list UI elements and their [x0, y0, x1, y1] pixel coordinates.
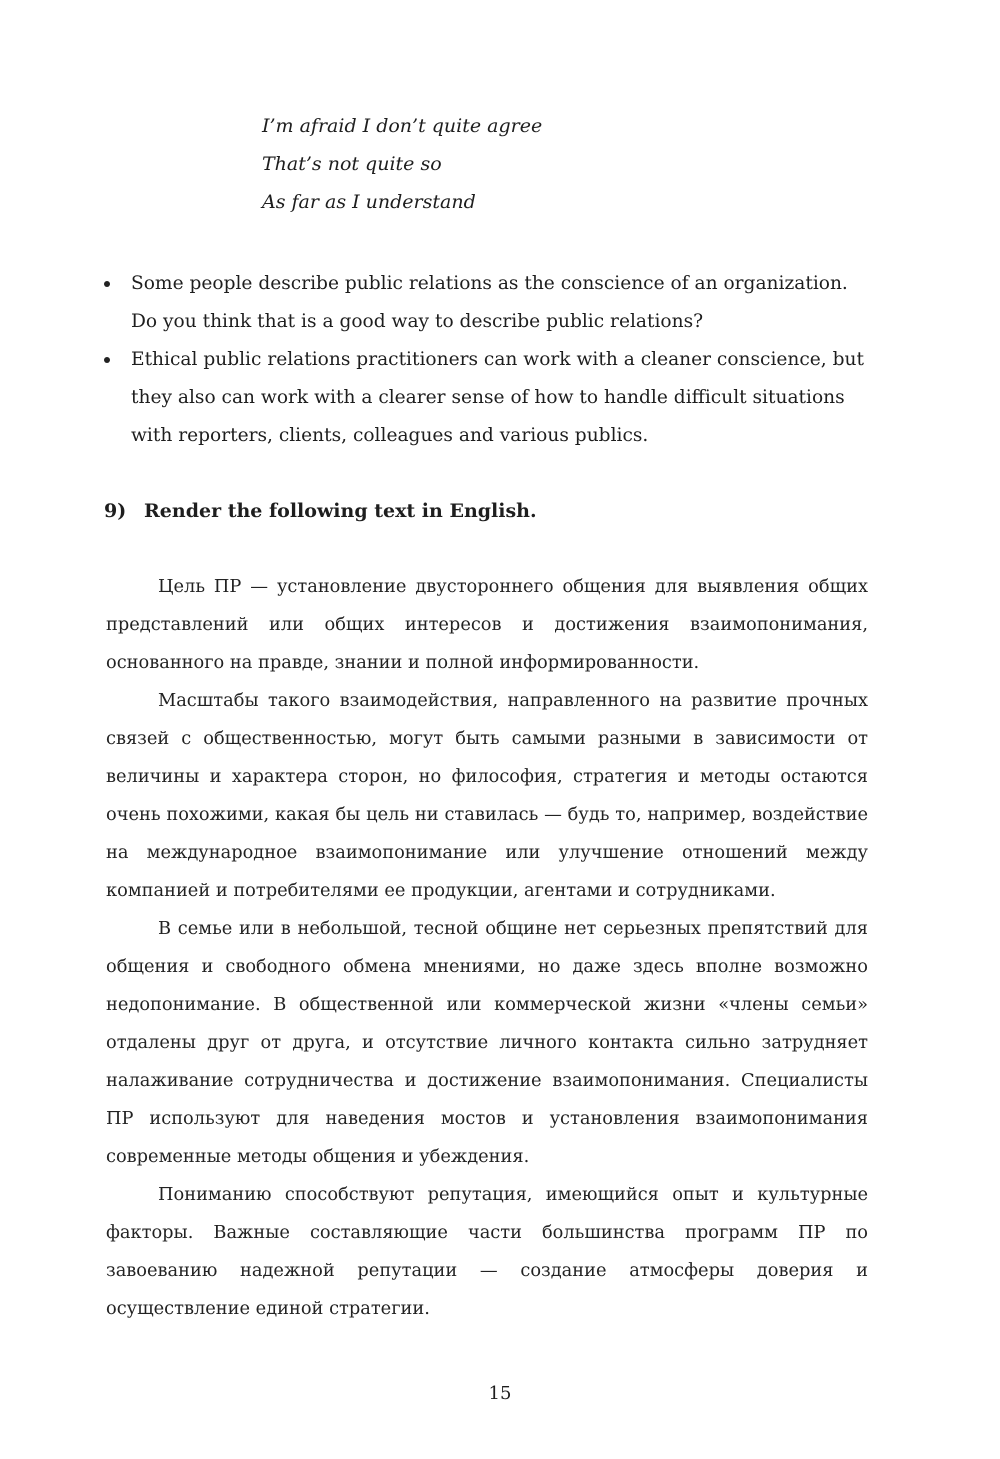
bullet-dot-icon	[104, 357, 110, 363]
bullet-text: Ethical public relations practitioners can work with a cleaner conscience, but they also can work with a clearer sense of how to handle difficult situations with reporters, clients, colleagues and various publics.	[131, 349, 864, 446]
bullet-text: Some people describe public relations as the conscience of an organization. Do you think that is a good way to describe public relations?	[131, 273, 848, 332]
list-item	[104, 265, 864, 341]
paragraph: В семье или в небольшой, тесной общине нет серьезных препятствий для общения и свободного обмена мнениями, но даже здесь вполне возможно недопонимание. В общественной или коммерческой жизни «члены семьи» отдалены друг от друга, и отсутствие личного контакта сильно затрудняет налаживание сотрудничества и достижение взаимопонимания. Специалисты ПР используют для наведения мостов и установления взаимопонимания современные методы общения и убеждения.	[106, 918, 868, 1167]
bullet-dot-icon	[104, 281, 110, 287]
task-number: 9)	[104, 500, 127, 522]
russian-text-block	[106, 568, 868, 1328]
paragraph: Пониманию способствуют репутация, имеющийся опыт и культурные факторы. Важные составляющие части большинства программ ПР по завоеванию надежной репутации — создание атмосферы доверия и осуществление единой стратегии.	[106, 1184, 868, 1319]
phrase-1: I’m afraid I don’t quite agree	[262, 115, 543, 137]
phrase-2: That’s not quite so	[262, 153, 442, 175]
paragraph: Цель ПР — установление двустороннего общения для выявления общих представлений или общих интересов и достижения взаимопонимания, основанного на правде, знании и полной информированности.	[106, 576, 868, 673]
discussion-bullet-list	[104, 265, 864, 455]
list-item	[104, 341, 864, 455]
task-heading	[104, 497, 537, 525]
task-title: Render the following text in English.	[144, 500, 537, 522]
page-number: 15	[488, 1383, 512, 1404]
phrase-3: As far as I understand	[262, 191, 476, 213]
paragraph: Масштабы такого взаимодействия, направленного на развитие прочных связей с общественностью, могут быть самыми разными в зависимости от величины и характера сторон, но философия, стратегия и методы остаются очень похожими, какая бы цель ни ставилась — будь то, например, воздействие на международное взаимопонимание или улучшение отношений между компанией и потребителями ее продукции, агентами и сотрудниками.	[106, 690, 868, 901]
